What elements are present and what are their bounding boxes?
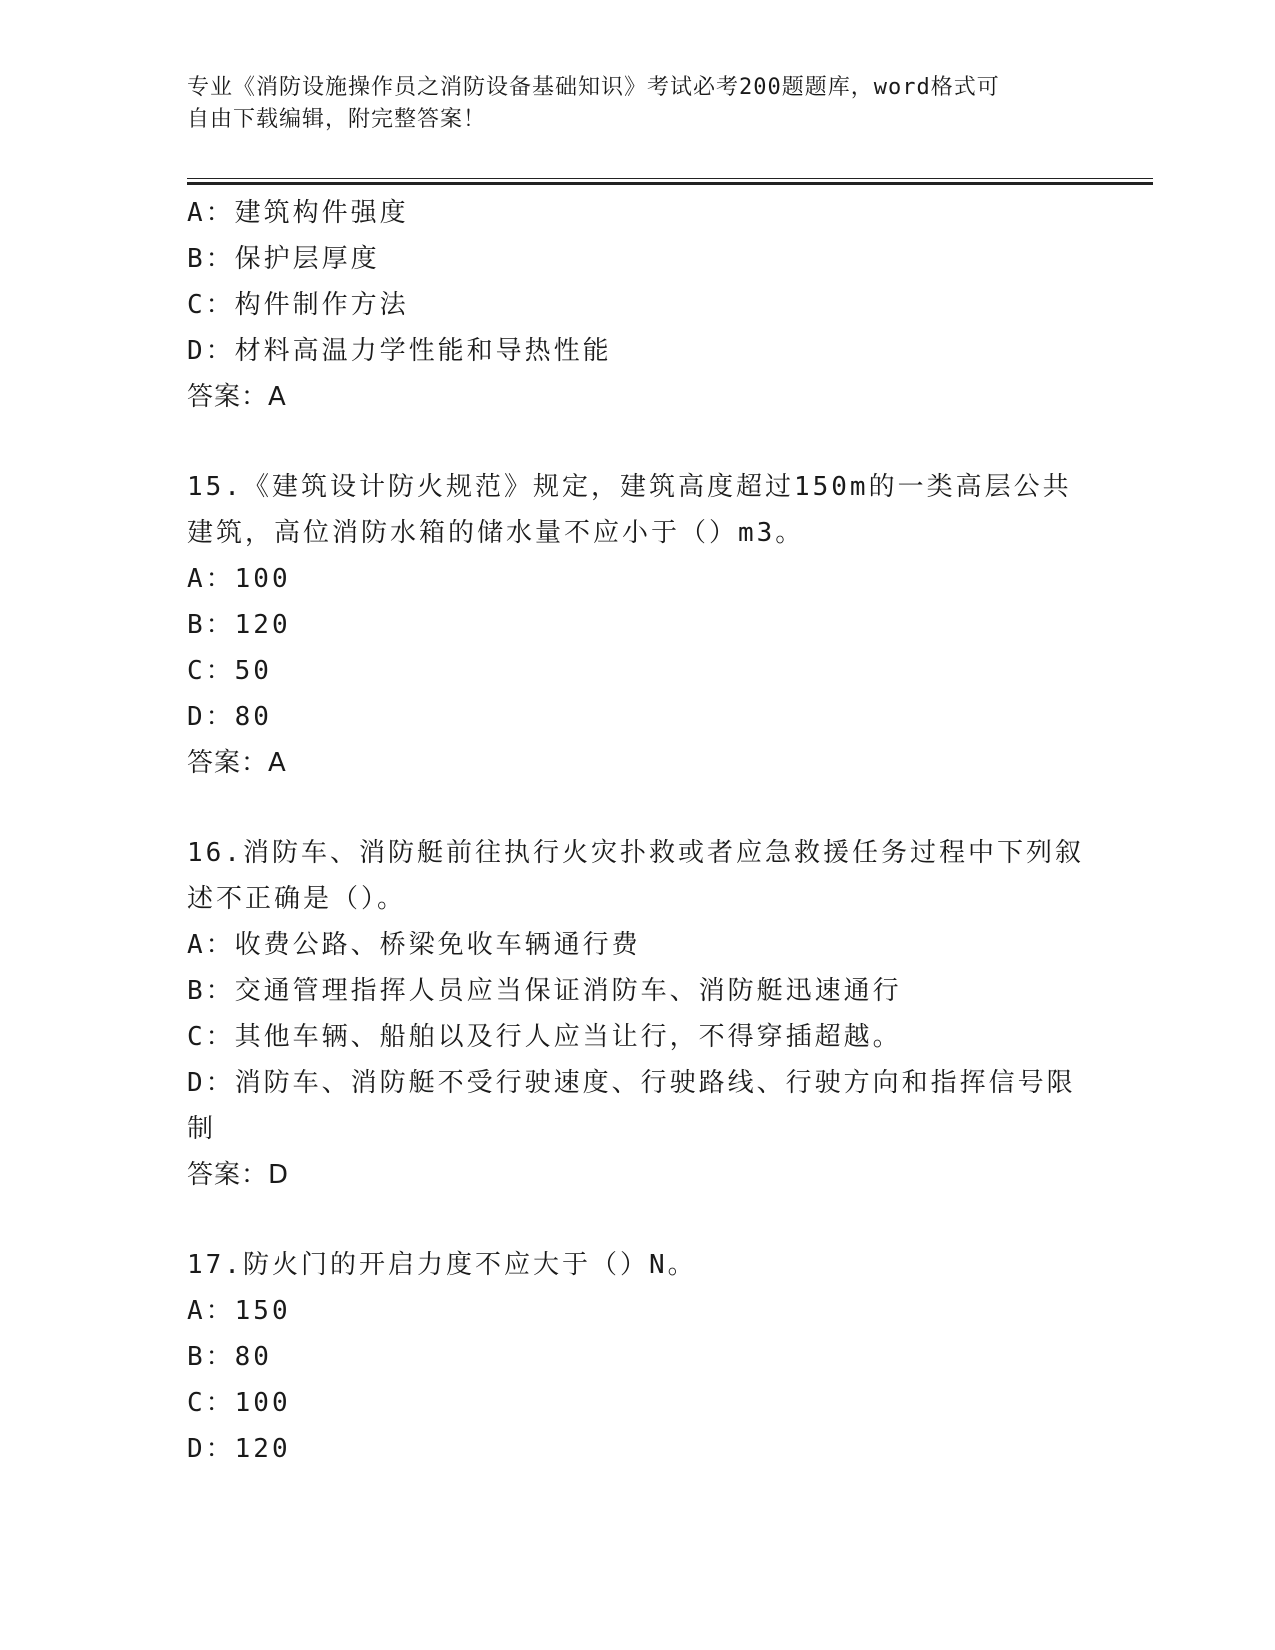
q14-option-b: B：保护层厚度 — [187, 244, 380, 274]
document-header — [187, 72, 1087, 136]
q15-option-b: B：120 — [187, 610, 291, 640]
q17-stem: 17.防火门的开启力度不应大于（）N。 — [187, 1250, 697, 1280]
header-divider-thick — [187, 182, 1153, 185]
q16-option-a: A：收费公路、桥梁免收车辆通行费 — [187, 930, 641, 960]
q14-answer: 答案：A — [187, 382, 287, 412]
q17-option-d: D：120 — [187, 1434, 291, 1464]
q16-option-d-line-2: 制 — [187, 1114, 217, 1144]
q15-answer: 答案：A — [187, 748, 287, 778]
q15-stem-line-1: 15.《建筑设计防火规范》规定，建筑高度超过150m的一类高层公共 — [187, 472, 1072, 502]
q16-stem-line-1: 16.消防车、消防艇前往执行火灾扑救或者应急救援任务过程中下列叙 — [187, 838, 1084, 868]
q17-option-c: C：100 — [187, 1388, 291, 1418]
q15-option-a: A：100 — [187, 564, 291, 594]
question-list — [187, 190, 1087, 1472]
question-17 — [187, 1242, 1087, 1472]
question-16 — [187, 830, 1087, 1198]
header-line-1: 专业《消防设施操作员之消防设备基础知识》考试必考200题题库，word格式可 — [187, 75, 1000, 100]
q17-option-a: A：150 — [187, 1296, 291, 1326]
q14-option-c: C：构件制作方法 — [187, 290, 409, 320]
q16-answer: 答案：D — [187, 1160, 290, 1190]
q14-option-a: A：建筑构件强度 — [187, 198, 409, 228]
q15-option-d: D：80 — [187, 702, 272, 732]
question-14-continued — [187, 190, 1087, 420]
q16-option-c: C：其他车辆、船舶以及行人应当让行，不得穿插超越。 — [187, 1022, 902, 1052]
q16-stem-line-2: 述不正确是（）。 — [187, 884, 407, 914]
q14-option-d: D：材料高温力学性能和导热性能 — [187, 336, 612, 366]
q16-option-b: B：交通管理指挥人员应当保证消防车、消防艇迅速通行 — [187, 976, 902, 1006]
q17-option-b: B：80 — [187, 1342, 272, 1372]
q15-option-c: C：50 — [187, 656, 272, 686]
header-divider-thin — [187, 178, 1153, 179]
q16-option-d-line-1: D：消防车、消防艇不受行驶速度、行驶路线、行驶方向和指挥信号限 — [187, 1068, 1076, 1098]
spacer — [187, 420, 1087, 464]
spacer — [187, 1198, 1087, 1242]
header-line-2: 自由下载编辑，附完整答案！ — [187, 107, 487, 132]
q15-stem-line-2: 建筑，高位消防水箱的储水量不应小于（）m3。 — [187, 518, 805, 548]
question-15 — [187, 464, 1087, 786]
spacer — [187, 786, 1087, 830]
